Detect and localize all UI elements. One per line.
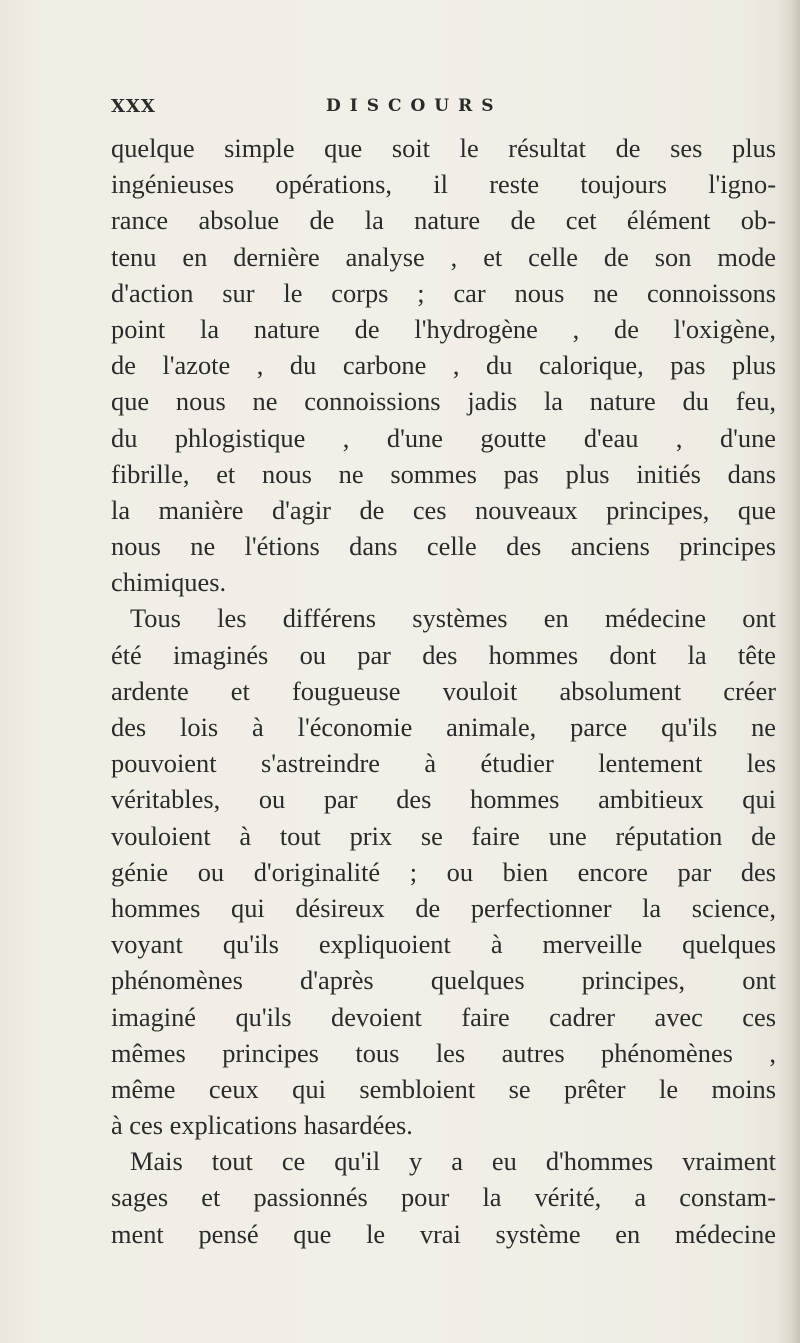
body-text	[111, 130, 776, 1252]
text-line: phénomènes d'après quelques principes, ont	[111, 965, 776, 996]
page-edge-shadow	[778, 0, 800, 1343]
text-line: ment pensé que le vrai système en médecine	[111, 1218, 776, 1249]
text-line: génie ou d'originalité ; ou bien encore par des	[111, 856, 776, 887]
text-line: que nous ne connoissions jadis la nature du feu,	[111, 386, 776, 417]
text-line: été imaginés ou par des hommes dont la tête	[111, 639, 776, 670]
text-line: vouloient à tout prix se faire une réputation de	[111, 820, 776, 851]
paragraph-start-line: Mais tout ce qu'il y a eu d'hommes vraiment	[130, 1146, 776, 1177]
text-line: pouvoient s'astreindre à étudier lentement les	[111, 748, 776, 779]
text-line: la manière d'agir de ces nouveaux principes, que	[111, 494, 776, 525]
text-line: hommes qui désireux de perfectionner la science,	[111, 892, 776, 923]
text-line: ardente et fougueuse vouloit absolument créer	[111, 675, 776, 706]
text-line: de l'azote , du carbone , du calorique, pas plus	[111, 350, 776, 381]
text-line: imaginé qu'ils devoient faire cadrer avec ces	[111, 1001, 776, 1032]
text-line: point la nature de l'hydrogène , de l'oxigène,	[111, 313, 776, 344]
text-line: véritables, ou par des hommes ambitieux qui	[111, 784, 776, 815]
running-head	[111, 96, 771, 124]
text-line: tenu en dernière analyse , et celle de son mode	[111, 241, 776, 272]
text-line: rance absolue de la nature de cet élément ob-	[111, 205, 776, 236]
text-line: du phlogistique , d'une goutte d'eau , d'une	[111, 422, 776, 453]
paragraph-start-line: Tous les différens systèmes en médecine ont	[130, 603, 776, 634]
text-line: quelque simple que soit le résultat de ses plus	[111, 133, 776, 163]
paragraph-end-line: à ces explications hasardées.	[111, 1110, 413, 1141]
text-line: d'action sur le corps ; car nous ne connoissons	[111, 277, 776, 308]
text-line: ingénieuses opérations, il reste toujours l'igno-	[111, 169, 776, 200]
text-line: mêmes principes tous les autres phénomènes ,	[111, 1037, 776, 1068]
text-line: voyant qu'ils expliquoient à merveille quelques	[111, 929, 776, 960]
page-number: XXX	[111, 96, 156, 117]
running-title: DISCOURS	[326, 96, 503, 116]
text-line: sages et passionnés pour la vérité, a constam-	[111, 1182, 776, 1213]
text-line: même ceux qui sembloient se prêter le moins	[111, 1073, 776, 1104]
paragraph-end-line: chimiques.	[111, 567, 227, 598]
text-line: fibrille, et nous ne sommes pas plus initiés dans	[111, 458, 776, 489]
text-line: des lois à l'économie animale, parce qu'ils ne	[111, 712, 776, 742]
text-line: nous ne l'étions dans celle des anciens principes	[111, 531, 776, 562]
